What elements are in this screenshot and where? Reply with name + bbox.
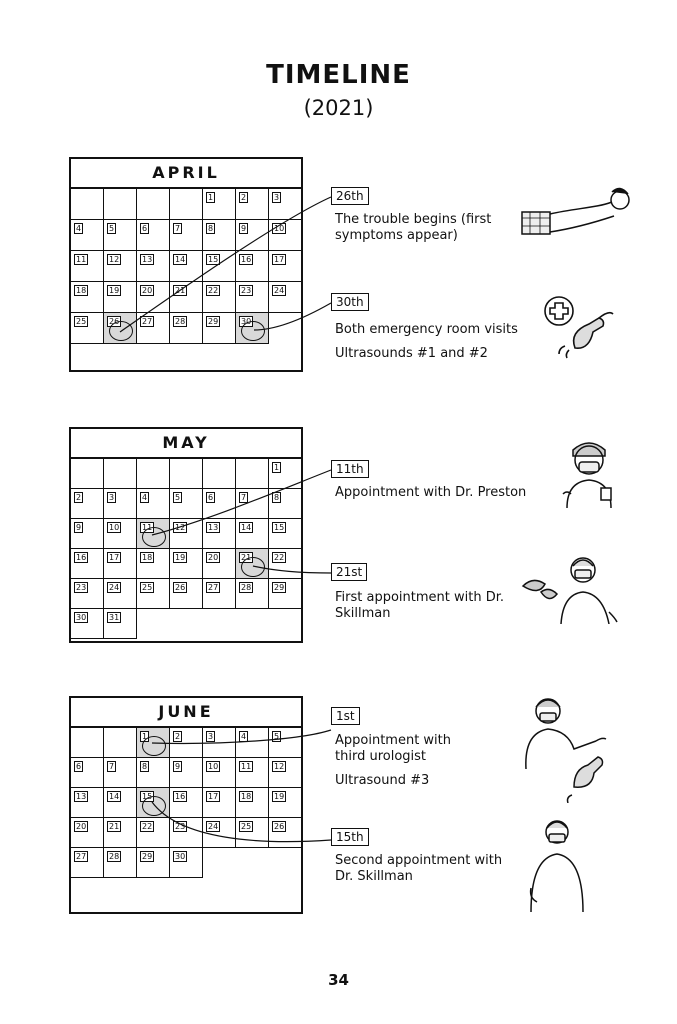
calendar-day-number: 23: [175, 822, 186, 831]
calendar-day-number: 9: [76, 523, 82, 532]
calendar-day-number: 27: [208, 583, 219, 592]
calendar-day-cell: [104, 609, 137, 639]
calendar-day-cell: [104, 818, 137, 848]
calendar-month-label: JUNE: [71, 698, 301, 728]
calendar-day-number: 18: [76, 286, 87, 295]
calendar-day-cell: [203, 220, 236, 251]
calendar-day-cell: [104, 549, 137, 579]
calendar-day-number: 12: [274, 762, 285, 771]
calendar-empty-cell: [71, 459, 104, 489]
calendar-day-cell: [71, 818, 104, 848]
calendar-day-number: 9: [241, 224, 247, 233]
calendar-day-cell: [170, 579, 203, 609]
event-description: Second appointment with Dr. Skillman: [335, 853, 503, 884]
calendar-day-cell: [104, 758, 137, 788]
calendar-day-cell: [137, 282, 170, 313]
calendar-day-cell: [170, 519, 203, 549]
calendar-day-number: 16: [241, 255, 252, 264]
calendar-day-cell: [170, 251, 203, 282]
event-date-badge: 15th: [331, 828, 369, 846]
calendar-day-number: 4: [142, 493, 148, 502]
calendar-day-cell: [71, 609, 104, 639]
calendar-day-number: 7: [241, 493, 247, 502]
calendar-day-cell: [269, 728, 302, 758]
calendar-day-cell: [269, 282, 302, 313]
calendar-day-number: 5: [109, 224, 115, 233]
calendar-day-number: 24: [109, 583, 120, 592]
calendar-day-cell: [269, 251, 302, 282]
event-date-badge: 11th: [331, 460, 369, 478]
event-description: The trouble begins (first symptoms appear): [335, 212, 492, 243]
calendar-day-number: 14: [241, 523, 252, 532]
calendar-day-number: 22: [274, 553, 285, 562]
calendar-day-number: 6: [142, 224, 148, 233]
calendar-day-number: 19: [109, 286, 120, 295]
calendar-day-cell: [104, 282, 137, 313]
calendar-day-number: 15: [142, 792, 153, 801]
calendar-day-number: 31: [109, 613, 120, 622]
calendar-day-number: 4: [241, 732, 247, 741]
event-description: First appointment with Dr. Skillman: [335, 590, 504, 621]
calendar-day-number: 7: [175, 224, 181, 233]
calendar-day-cell: [104, 519, 137, 549]
event-date-badge: 21st: [331, 563, 367, 581]
calendar-day-cell: [137, 489, 170, 519]
calendar-day-cell: [170, 848, 203, 878]
calendar-day-cell: [203, 519, 236, 549]
calendar-day-number: 21: [175, 286, 186, 295]
date-circle-mark: [109, 321, 133, 341]
calendar-day-number: 2: [241, 193, 247, 202]
calendar-june: [69, 696, 303, 914]
calendar-empty-cell: [104, 728, 137, 758]
calendar-day-cell: [203, 189, 236, 220]
calendar-day-number: 25: [241, 822, 252, 831]
calendar-day-cell: [269, 489, 302, 519]
calendar-day-cell: [104, 579, 137, 609]
calendar-day-cell: [236, 758, 269, 788]
calendar-day-number: 15: [274, 523, 285, 532]
calendar-day-number: 24: [208, 822, 219, 831]
calendar-day-cell: [137, 848, 170, 878]
calendar-day-cell: [269, 549, 302, 579]
calendar-day-cell: [137, 313, 170, 344]
date-circle-mark: [241, 321, 265, 341]
calendar-day-cell: [269, 459, 302, 489]
calendar-day-cell: [170, 313, 203, 344]
calendar-day-number: 20: [76, 822, 87, 831]
calendar-day-cell: [137, 519, 170, 549]
calendar-day-number: 5: [175, 493, 181, 502]
calendar-day-number: 27: [142, 317, 153, 326]
calendar-day-cell: [71, 220, 104, 251]
calendar-april: [69, 157, 303, 372]
calendar-day-number: 6: [76, 762, 82, 771]
calendar-day-number: 12: [175, 523, 186, 532]
event-extra: Ultrasounds #1 and #2: [335, 346, 488, 361]
calendar-day-number: 19: [274, 792, 285, 801]
calendar-day-cell: [170, 758, 203, 788]
calendar-day-number: 25: [76, 317, 87, 326]
calendar-day-cell: [71, 251, 104, 282]
event-date-badge: 30th: [331, 293, 369, 311]
calendar-day-number: 12: [109, 255, 120, 264]
calendar-day-number: 15: [208, 255, 219, 264]
calendar-day-number: 20: [208, 553, 219, 562]
calendar-month-label: MAY: [71, 429, 301, 459]
calendar-day-cell: [236, 251, 269, 282]
event-date-badge: 1st: [331, 707, 360, 725]
calendar-day-number: 10: [208, 762, 219, 771]
calendar-day-cell: [71, 489, 104, 519]
calendar-day-number: 26: [175, 583, 186, 592]
event-extra: Ultrasound #3: [335, 773, 430, 788]
date-circle-mark: [241, 557, 265, 577]
calendar-day-cell: [104, 848, 137, 878]
calendar-day-cell: [170, 282, 203, 313]
calendar-day-number: 10: [109, 523, 120, 532]
calendar-day-cell: [71, 549, 104, 579]
calendar-day-number: 11: [76, 255, 87, 264]
calendar-day-number: 28: [109, 852, 120, 861]
calendar-day-cell: [137, 758, 170, 788]
calendar-day-cell: [137, 579, 170, 609]
calendar-day-number: 23: [241, 286, 252, 295]
calendar-day-cell: [104, 489, 137, 519]
calendar-day-number: 11: [241, 762, 252, 771]
calendar-day-number: 2: [76, 493, 82, 502]
calendar-day-number: 21: [109, 822, 120, 831]
calendar-day-number: 1: [142, 732, 148, 741]
calendar-day-cell: [71, 758, 104, 788]
calendar-day-number: 30: [241, 317, 252, 326]
calendar-day-number: 20: [142, 286, 153, 295]
calendar-day-cell: [269, 818, 302, 848]
calendar-day-number: 28: [241, 583, 252, 592]
calendar-day-number: 16: [175, 792, 186, 801]
calendar-day-cell: [203, 549, 236, 579]
calendar-day-number: 27: [76, 852, 87, 861]
medical-cross-icon: [543, 292, 617, 366]
calendar-day-cell: [170, 728, 203, 758]
calendar-day-number: 29: [142, 852, 153, 861]
calendar-day-number: 17: [109, 553, 120, 562]
calendar-day-cell: [269, 220, 302, 251]
calendar-day-number: 14: [109, 792, 120, 801]
calendar-day-cell: [137, 220, 170, 251]
calendar-day-number: 1: [208, 193, 214, 202]
page-title: TIMELINE: [266, 60, 411, 90]
calendar-day-cell: [269, 788, 302, 818]
calendar-day-number: 8: [208, 224, 214, 233]
urologist-icon: [518, 695, 610, 803]
calendar-day-cell: [236, 489, 269, 519]
calendar-day-cell: [269, 758, 302, 788]
calendar-day-cell: [203, 282, 236, 313]
calendar-day-number: 24: [274, 286, 285, 295]
calendar-day-number: 21: [241, 553, 252, 562]
calendar-day-cell: [269, 519, 302, 549]
calendar-day-number: 28: [175, 317, 186, 326]
calendar-day-cell: [236, 579, 269, 609]
calendar-day-number: 22: [208, 286, 219, 295]
calendar-may: [69, 427, 303, 643]
page-subtitle: (2021): [303, 96, 374, 120]
calendar-day-cell: [236, 519, 269, 549]
calendar-day-cell: [236, 549, 269, 579]
calendar-day-cell: [137, 818, 170, 848]
calendar-day-number: 7: [109, 762, 115, 771]
calendar-empty-cell: [104, 189, 137, 220]
calendar-day-cell: [203, 758, 236, 788]
calendar-day-number: 18: [142, 553, 153, 562]
calendar-day-number: 29: [208, 317, 219, 326]
calendar-day-number: 5: [274, 732, 280, 741]
calendar-day-cell: [71, 519, 104, 549]
calendar-day-number: 13: [76, 792, 87, 801]
calendar-day-cell: [269, 579, 302, 609]
calendar-day-number: 14: [175, 255, 186, 264]
calendar-day-cell: [71, 788, 104, 818]
calendar-day-cell: [71, 282, 104, 313]
calendar-day-cell: [236, 818, 269, 848]
calendar-day-number: 25: [142, 583, 153, 592]
calendar-day-number: 19: [175, 553, 186, 562]
calendar-day-number: 6: [208, 493, 214, 502]
date-circle-mark: [142, 736, 166, 756]
calendar-day-number: 8: [142, 762, 148, 771]
calendar-day-number: 10: [274, 224, 285, 233]
calendar-day-cell: [203, 579, 236, 609]
calendar-day-number: 22: [142, 822, 153, 831]
calendar-day-number: 13: [142, 255, 153, 264]
calendar-day-cell: [137, 549, 170, 579]
calendar-empty-cell: [71, 728, 104, 758]
calendar-day-cell: [203, 489, 236, 519]
calendar-day-number: 4: [76, 224, 82, 233]
calendar-day-number: 1: [274, 463, 280, 472]
calendar-empty-cell: [104, 459, 137, 489]
calendar-day-number: 13: [208, 523, 219, 532]
calendar-day-number: 16: [76, 553, 87, 562]
patient-lying-icon: [516, 178, 632, 250]
calendar-day-cell: [236, 282, 269, 313]
calendar-empty-cell: [170, 189, 203, 220]
event-description: Both emergency room visits: [335, 322, 518, 337]
calendar-day-cell: [170, 220, 203, 251]
calendar-day-number: 3: [274, 193, 280, 202]
calendar-day-cell: [170, 549, 203, 579]
calendar-day-cell: [236, 313, 269, 344]
calendar-day-number: 2: [175, 732, 181, 741]
calendar-day-cell: [104, 220, 137, 251]
calendar-day-cell: [170, 788, 203, 818]
calendar-day-cell: [104, 788, 137, 818]
calendar-day-cell: [236, 788, 269, 818]
calendar-day-number: 29: [274, 583, 285, 592]
doctor-masked-icon: [557, 436, 623, 510]
calendar-day-cell: [203, 313, 236, 344]
date-circle-mark: [142, 796, 166, 816]
calendar-day-number: 9: [175, 762, 181, 771]
calendar-day-cell: [236, 189, 269, 220]
calendar-day-cell: [71, 313, 104, 344]
calendar-day-number: 23: [76, 583, 87, 592]
calendar-day-cell: [236, 728, 269, 758]
calendar-day-cell: [137, 728, 170, 758]
calendar-day-number: 17: [208, 792, 219, 801]
calendar-day-cell: [137, 788, 170, 818]
calendar-day-number: 30: [76, 613, 87, 622]
calendar-day-number: 30: [175, 852, 186, 861]
calendar-day-cell: [269, 189, 302, 220]
calendar-day-number: 3: [208, 732, 214, 741]
calendar-day-number: 26: [109, 317, 120, 326]
calendar-empty-cell: [170, 459, 203, 489]
calendar-day-cell: [203, 788, 236, 818]
calendar-day-number: 8: [274, 493, 280, 502]
event-date-badge: 26th: [331, 187, 369, 205]
doctor-standing-icon: [525, 818, 589, 914]
calendar-day-cell: [170, 818, 203, 848]
calendar-month-label: APRIL: [71, 159, 301, 189]
calendar-day-cell: [104, 251, 137, 282]
calendar-day-cell: [104, 313, 137, 344]
event-description: Appointment with third urologist: [335, 733, 452, 764]
calendar-day-number: 26: [274, 822, 285, 831]
calendar-day-number: 18: [241, 792, 252, 801]
calendar-empty-cell: [236, 459, 269, 489]
calendar-day-cell: [203, 251, 236, 282]
calendar-day-cell: [170, 489, 203, 519]
calendar-day-cell: [71, 848, 104, 878]
calendar-day-number: 11: [142, 523, 153, 532]
calendar-day-cell: [137, 251, 170, 282]
date-circle-mark: [142, 527, 166, 547]
event-description: Appointment with Dr. Preston: [335, 485, 527, 500]
calendar-empty-cell: [137, 189, 170, 220]
calendar-day-cell: [203, 728, 236, 758]
doctor-skillman-icon: [517, 550, 621, 624]
calendar-day-number: 3: [109, 493, 115, 502]
calendar-day-cell: [71, 579, 104, 609]
page-number: 34: [328, 971, 349, 989]
calendar-empty-cell: [71, 189, 104, 220]
calendar-empty-cell: [203, 459, 236, 489]
calendar-day-cell: [236, 220, 269, 251]
calendar-empty-cell: [137, 459, 170, 489]
calendar-day-number: 17: [274, 255, 285, 264]
calendar-day-cell: [203, 818, 236, 848]
